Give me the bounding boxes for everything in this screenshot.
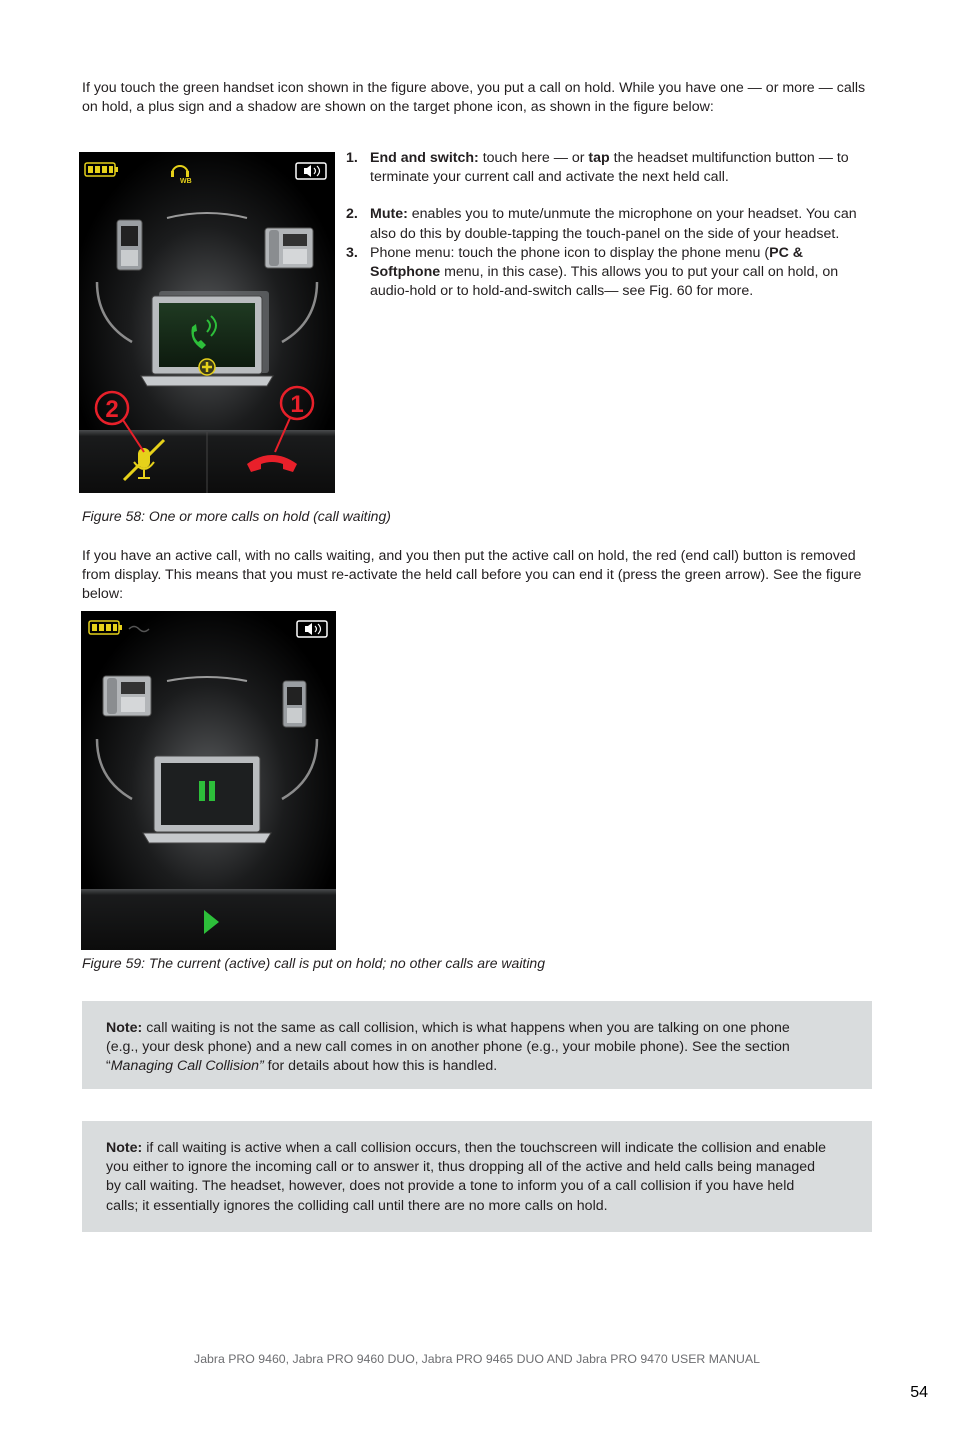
- figure-58-image: [79, 152, 335, 493]
- steps-list: [346, 149, 876, 301]
- step-text: the headset multifunction button — to terminate your current call and activate the next held call.: [370, 150, 849, 186]
- note-box-call-waiting: [82, 1121, 872, 1232]
- step-label: Mute:: [370, 206, 408, 223]
- footer-manual-title: Jabra PRO 9460, Jabra PRO 9460 DUO, Jabra PRO 9465 DUO AND Jabra PRO 9470 USER MANUAL: [194, 1352, 760, 1366]
- desk-phone-icon[interactable]: [265, 228, 313, 268]
- step-text: menu, in this case). This allows you to put your call on hold, on audio-hold or to hold-and-switch calls— see Fig. 60 for more.: [370, 264, 839, 300]
- laptop-pc-icon[interactable]: [143, 756, 271, 843]
- step-emphasis: tap: [588, 150, 610, 166]
- figure-59-image: [81, 611, 336, 950]
- note-text: for details about how this is handled.: [263, 1058, 498, 1075]
- step-item-3: [346, 244, 876, 302]
- note-section-reference: Managing Call Collision”: [110, 1058, 264, 1075]
- step-number: 3.: [346, 244, 358, 261]
- step-number: 2.: [346, 206, 358, 223]
- mobile-phone-icon[interactable]: [117, 220, 142, 270]
- page-number: 54: [910, 1384, 928, 1401]
- desk-phone-icon[interactable]: [103, 676, 151, 716]
- step-item-2: [346, 205, 876, 243]
- hold-paragraph: If you have an active call, with no calls waiting, and you then put the active call on hold, the red (end call) button is removed from display. This means that you must re-activate the held call before you can end it (press the green arrow). See the figure below:: [82, 548, 862, 603]
- figure-58-caption: Figure 58: One or more calls on hold (call waiting): [82, 508, 391, 524]
- svg-text:2: 2: [105, 396, 119, 423]
- note-label: Note:: [106, 1020, 143, 1036]
- step-emphasis: PC & Softphone: [370, 244, 804, 281]
- step-label: End and switch:: [370, 150, 479, 166]
- figure-59-caption: Figure 59: The current (active) call is put on hold; no other calls are waiting: [82, 955, 546, 971]
- step-text: Phone menu: touch the phone icon to display the phone menu (: [370, 244, 770, 261]
- step-item-1: [346, 149, 876, 187]
- step-text: touch here — or: [478, 150, 589, 166]
- svg-text:1: 1: [290, 391, 304, 418]
- mobile-phone-icon[interactable]: [283, 681, 306, 727]
- note-box-call-collision: [82, 1001, 872, 1089]
- note-text: if call waiting is active when a call collision occurs, then the touchscreen will indicate the collision and enable you either to ignore the incoming call or to answer it, thus dropping all of the active and held calls being managed by call waiting. The headset, however, does not provide a tone to inform you of a call collision if you have held calls; it essentially ignores the colliding call until there are no more calls on hold.: [106, 1140, 826, 1214]
- pause-icon: [199, 781, 205, 801]
- step-text: enables you to mute/unmute the microphone on your headset. You can also do this by double-tapping the touch-panel on the side of your headset.: [370, 206, 857, 242]
- wb-badge: WB: [180, 178, 192, 185]
- intro-paragraph: If you touch the green handset icon shown in the figure above, you put a call on hold. While you have one — or more — calls on hold, a plus sign and a shadow are shown on the target phone icon, as shown in the figure below:: [82, 80, 866, 116]
- laptop-pc-icon[interactable]: [141, 291, 273, 386]
- note-text: call waiting is not the same as call collision, which is what happens when you are talking on one phone (e.g., your desk phone) and a new call comes in on another phone (e.g., your mobile phone). See the section “: [106, 1020, 790, 1075]
- note-label: Note:: [106, 1140, 143, 1156]
- step-number: 1.: [346, 150, 358, 166]
